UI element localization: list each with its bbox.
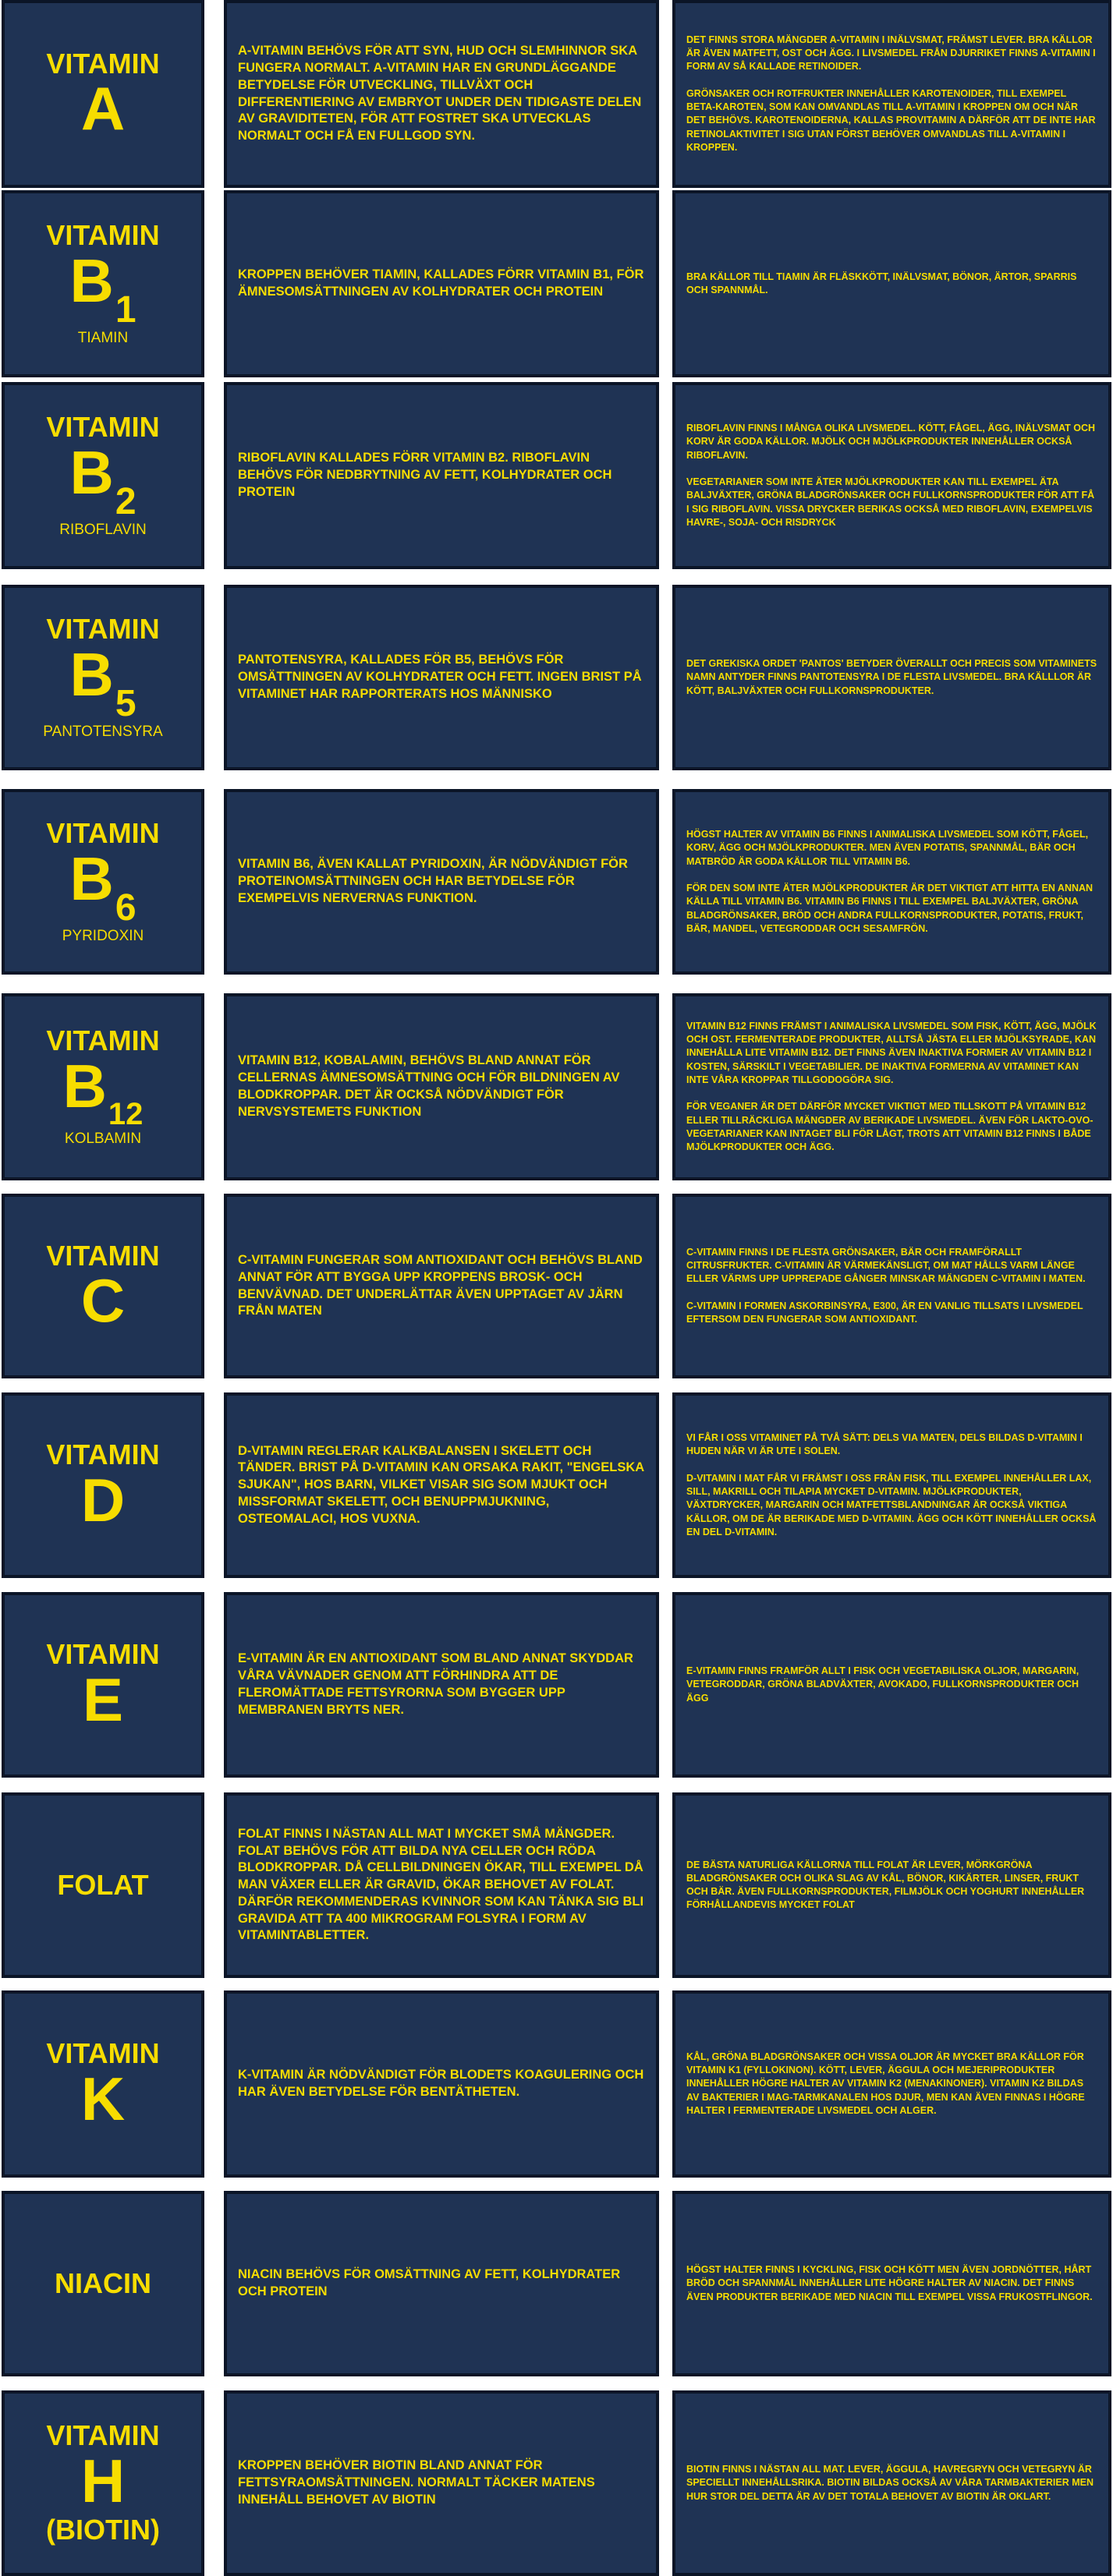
vitamin-letter-group [80, 1465, 126, 1534]
function-text: KROPPEN BEHÖVER BIOTIN BLAND ANNAT FÖR FETTSYRAOMSÄTTNINGEN. NORMALT TÄCKER MATENS INNEHÅLL BEHOVET AV BIOTIN [238, 2458, 595, 2507]
function-cell [224, 789, 659, 975]
vitamin-title-cell [2, 1990, 204, 2178]
sources-text: KÅL, GRÖNA BLADGRÖNSAKER OCH VISSA OLJOR ÄR MYCKET BRA KÄLLOR FÖR VITAMIN K1 (FYLLOKINON). KÖTT, LEVER, ÄGGULA OCH MEJERIPRODUKTER INNEHÅLLER HÖGRE HALTER AV VITAMIN K2 (MENAKINONER). VITAMIN K2 BILDAS AV BAKTERIER I MAG-TARMKANALEN HOS DJUR, MEN KAN ÄVEN FINNAS I HÖGRE HALTER I FERMENTERADE LIVSMEDEL OCH ALGER. [686, 2051, 1085, 2116]
function-cell [224, 585, 659, 770]
vitamin-row [0, 1990, 1113, 2178]
function-text: VITAMIN B12, KOBALAMIN, BEHÖVS BLAND ANNAT FÖR CELLERNAS ÄMNESOMSÄTTNING OCH FÖR BILDNINGEN AV BLODKROPPAR. DET ÄR OCKSÅ NÖDVÄNDIGT FÖR NERVSYSTEMETS FUNKTION [238, 1053, 620, 1119]
vitamin-label: VITAMIN [46, 1638, 160, 1671]
sources-text: DET FINNS STORA MÄNGDER A-VITAMIN I INÄLVSMAT, FRÄMST LEVER. BRA KÄLLOR ÄR ÄVEN MATFETT, OST OCH ÄGG. I LIVSMEDEL FRÅN DJURRIKET FINNS A-VITAMIN I FORM AV SÅ KALLADE RETINOIDER. GRÖNSAKER OCH ROTFRUKTER INNEHÅLLER KAROTENOIDER, TILL EXEMPEL BETA-KAROTEN, SOM KAN OMVANDLAS TILL A-VITAMIN I KROPPEN OM OCH NÄR DET BEHÖVS. KAROTENOIDERNA, KALLAS PROVITAMIN A DÄRFÖR ATT DE INTE HAR RETINOLAKTIVITET I SIG UTAN FÖRST BEHÖVER OMVANDLAS TILL A-VITAMIN I KROPPEN. [686, 34, 1096, 153]
function-cell [224, 993, 659, 1180]
vitamin-row [0, 1792, 1113, 1978]
vitamin-extra-name: (BIOTIN) [46, 2514, 160, 2546]
vitamin-title-cell [2, 1392, 204, 1578]
vitamin-caption: PYRIDOXIN [62, 928, 144, 945]
sources-cell [672, 789, 1111, 975]
sources-cell [672, 190, 1111, 377]
sources-cell [672, 1990, 1111, 2178]
function-text: A-VITAMIN BEHÖVS FÖR ATT SYN, HUD OCH SLEMHINNOR SKA FUNGERA NORMALT. A-VITAMIN HAR EN GRUNDLÄGGANDE BETYDELSE FÖR UTVECKLING, TILLVÄXT OCH DIFFERENTIERING AV EMBRYOT UNDER DEN TIDIGASTE DELEN AV GRAVIDITETEN, FÖR ATT FOSTRET SKA UTVECKLAS NORMALT OCH FÅ EN FULLGOD SYN. [238, 44, 642, 143]
vitamin-letter-group [69, 437, 136, 523]
vitamin-letter: B [69, 437, 114, 507]
vitamin-letter: B [69, 246, 114, 315]
vitamin-label: VITAMIN [46, 1239, 160, 1272]
vitamin-row [0, 993, 1113, 1180]
sources-text: HÖGST HALTER AV VITAMIN B6 FINNS I ANIMALISKA LIVSMEDEL SOM KÖTT, FÅGEL, KORV, ÄGG OCH MJÖLKPRODUKTER. MEN ÄVEN POTATIS, SPANNMÅL, BÄR OCH MATBRÖD ÄR GODA KÄLLOR TILL VITAMIN B6. FÖR DEN SOM INTE ÄTER MJÖLKPRODUKTER ÄR DET VIKTIGT ATT HITTA EN ANNAN KÄLLA TILL VITAMIN B6. VITAMIN B6 FINNS I TILL EXEMPEL BALJVÄXTER, GRÖNA BLADGRÖNSAKER, BRÖD OCH ANDRA FULLKORNSPRODUKTER, POTATIS, FRUKT, BÄR, MANDEL, VETEGRODDAR OCH SESAMFRÖN. [686, 829, 1094, 934]
sources-text: DE BÄSTA NATURLIGA KÄLLORNA TILL FOLAT ÄR LEVER, MÖRKGRÖNA BLADGRÖNSAKER OCH OLIKA SLAG AV KÅL, BÖNOR, KIKÄRTER, LINSER, FRUKT OCH BÄR. ÄVEN FULLKORNSPRODUKTER, FILMJÖLK OCH YOGHURT INNEHÅLLER FÖRHÅLLANDEVIS MYCKET FOLAT [686, 1859, 1085, 1911]
vitamin-name: NIACIN [55, 2267, 151, 2299]
vitamin-caption: PANTOTENSYRA [43, 724, 163, 741]
vitamin-label: VITAMIN [46, 47, 160, 80]
vitamin-row [0, 1194, 1113, 1378]
function-text: RIBOFLAVIN KALLADES FÖRR VITAMIN B2. RIBOFLAVIN BEHÖVS FÖR NEDBRYTNING AV FETT, KOLHYDRATER OCH PROTEIN [238, 451, 612, 499]
vitamin-letter: K [80, 2064, 126, 2133]
vitamin-row [0, 1392, 1113, 1578]
vitamin-letter: C [80, 1266, 126, 1336]
sources-cell [672, 1592, 1111, 1778]
function-text: PANTOTENSYRA, KALLADES FÖR B5, BEHÖVS FÖR OMSÄTTNINGEN AV KOLHYDRATER OCH FETT. INGEN BRIST PÅ VITAMINET HAR RAPPORTERATS HOS MÄNNISKO [238, 653, 642, 701]
vitamin-subscript: 12 [108, 1096, 144, 1131]
vitamin-row [0, 2390, 1113, 2576]
vitamin-label: VITAMIN [46, 2419, 160, 2452]
function-cell [224, 1592, 659, 1778]
vitamin-title-cell [2, 382, 204, 569]
sources-text: VITAMIN B12 FINNS FRÄMST I ANIMALISKA LIVSMEDEL SOM FISK, KÖTT, ÄGG, MJÖLK OCH OST. FERMENTERADE PRODUKTER, ALLTSÅ JÄSTA ELLER MJÖLKSYRADE, KAN INNEHÅLLA LITE VITAMIN B12. DET FINNS ÄVEN INAKTIVA FORMER AV VITAMIN B12 I KOSTEN, SÄRSKILT I VEGETABILIER. DE INAKTIVA FORMERNA AV VITAMINET KAN INTE VÅRA KROPPAR TILLGODOGÖRA SIG. FÖR VEGANER ÄR DET DÄRFÖR MYCKET VIKTIGT MED TILLSKOTT PÅ VITAMIN B12 ELLER TILLRÄCKLIGA MÄNGDER AV BERIKADE LIVSMEDEL. ÄVEN FÖR LAKTO-OVO-VEGETARIANER KAN INTAGET BLI FÖR LÅGT, TROTS ATT VITAMIN B12 FINNS I BÅDE MJÖLKPRODUKTER OCH ÄGG. [686, 1020, 1097, 1152]
vitamin-letter: B [69, 639, 114, 709]
sources-text: HÖGST HALTER FINNS I KYCKLING, FISK OCH KÖTT MEN ÄVEN JORDNÖTTER, HÅRT BRÖD OCH SPANNMÅL INNEHÅLLER LITE HÖGRE HALTER AV NIACIN. DET FINNS ÄVEN PRODUKTER BERIKADE MED NIACIN TILL EXEMPEL VISSA FRUKOSTFLINGOR. [686, 2264, 1093, 2302]
vitamin-letter-group [80, 2447, 126, 2516]
function-text: C-VITAMIN FUNGERAR SOM ANTIOXIDANT OCH BEHÖVS BLAND ANNAT FÖR ATT BYGGA UPP KROPPENS BROSK- OCH BENVÄVNAD. DET UNDERLÄTTAR ÄVEN UPPTAGET AV JÄRN FRÅN MATEN [238, 1252, 643, 1318]
vitamin-row [0, 1592, 1113, 1778]
function-cell [224, 2191, 659, 2376]
vitamin-label: VITAMIN [46, 816, 160, 849]
vitamin-letter-group [80, 1266, 126, 1336]
vitamin-row [0, 585, 1113, 770]
function-text: NIACIN BEHÖVS FÖR OMSÄTTNING AV FETT, KOLHYDRATER OCH PROTEIN [238, 2267, 621, 2298]
vitamin-row [0, 2191, 1113, 2376]
function-text: VITAMIN B6, ÄVEN KALLAT PYRIDOXIN, ÄR NÖDVÄNDIGT FÖR PROTEINOMSÄTTNINGEN OCH HAR BETYDELSE FÖR EXEMPELVIS NERVERNAS FUNKTION. [238, 857, 628, 905]
sources-cell [672, 585, 1111, 770]
sources-cell [672, 0, 1111, 188]
vitamin-title-cell [2, 585, 204, 770]
sources-text: BIOTIN FINNS I NÄSTAN ALL MAT. LEVER, ÄGGULA, HAVREGRYN OCH VETEGRYN ÄR SPECIELLT INNEHÅLLSRIKA. BIOTIN BILDAS OCKSÅ AV VÅRA TARMBAKTERIER MEN HUR STOR DEL DETTA ÄR AV DET TOTALA BEHOVET AV BIOTIN ÄR OKLART. [686, 2464, 1094, 2502]
vitamin-letter: E [82, 1665, 124, 1734]
vitamin-title-cell [2, 2191, 204, 2376]
function-text: E-VITAMIN ÄR EN ANTIOXIDANT SOM BLAND ANNAT SKYDDAR VÅRA VÄVNADER GENOM ATT FÖRHINDRA ATT DE FLEROMÄTTADE FETTSYRORNA SOM BYGGER UPP MEMBRANEN BRYTS NER. [238, 1651, 633, 1717]
vitamin-subscript: 5 [115, 683, 136, 725]
sources-cell [672, 1792, 1111, 1978]
vitamin-title-cell [2, 0, 204, 188]
sources-cell [672, 1194, 1111, 1378]
vitamin-title-cell [2, 1194, 204, 1378]
vitamin-letter-group [69, 844, 136, 929]
vitamin-label: VITAMIN [46, 218, 160, 251]
vitamin-title-cell [2, 1792, 204, 1978]
vitamin-title-cell [2, 789, 204, 975]
vitamin-label: VITAMIN [46, 1024, 160, 1057]
vitamin-title-cell [2, 2390, 204, 2576]
function-text: D-VITAMIN REGLERAR KALKBALANSEN I SKELETT OCH TÄNDER. BRIST PÅ D-VITAMIN KAN ORSAKA RAKIT, "ENGELSKA SJUKAN", HOS BARN, VILKET VISAR SIG SOM MJUKT OCH MISSFORMAT SKELETT, OCH BENUPPMJUKNING, OSTEOMALACI, HOS VUXNA. [238, 1443, 644, 1526]
vitamin-caption: RIBOFLAVIN [59, 522, 147, 539]
sources-cell [672, 1392, 1111, 1578]
vitamin-letter-group [80, 74, 126, 143]
function-cell [224, 1392, 659, 1578]
sources-cell [672, 2390, 1111, 2576]
vitamin-letter: H [80, 2447, 126, 2516]
vitamin-row [0, 190, 1113, 377]
vitamin-title-cell [2, 190, 204, 377]
vitamin-letter: B [62, 1051, 107, 1120]
vitamin-label: VITAMIN [46, 2037, 160, 2070]
sources-text: RIBOFLAVIN FINNS I MÅNGA OLIKA LIVSMEDEL. KÖTT, FÅGEL, ÄGG, INÄLVSMAT OCH KORV ÄR GODA KÄLLOR. MJÖLK OCH MJÖLKPRODUKTER INNEHÅLLER OCKSÅ RIBOFLAVIN. VEGETARIANER SOM INTE ÄTER MJÖLKPRODUKTER KAN TILL EXEMPEL ÄTA BALJVÄXTER, GRÖNA BLADGRÖNSAKER OCH FULLKORNSPRODUKTER FÖR ATT FÅ I SIG RIBOFLAVIN. VISSA DRYCKER BERIKAS OCKSÅ MED RIBOFLAVIN, EXEMPELVIS HAVRE-, SOJA- OCH RISDRYCK [686, 423, 1096, 528]
vitamin-subscript: 2 [115, 481, 136, 523]
vitamin-letter-group [62, 1051, 144, 1131]
vitamin-label: VITAMIN [46, 410, 160, 443]
vitamin-letter-group [82, 1665, 124, 1734]
function-cell [224, 1990, 659, 2178]
vitamin-caption: TIAMIN [77, 330, 129, 347]
vitamin-caption: KOLBAMIN [64, 1130, 142, 1147]
vitamin-label: VITAMIN [46, 1438, 160, 1471]
vitamin-name: FOLAT [57, 1869, 149, 1901]
sources-text: BRA KÄLLOR TILL TIAMIN ÄR FLÄSKKÖTT, INÄLVSMAT, BÖNOR, ÄRTOR, SPARRIS OCH SPANNMÅL. [686, 271, 1077, 295]
function-text: FOLAT FINNS I NÄSTAN ALL MAT I MYCKET SMÅ MÄNGDER. FOLAT BEHÖVS FÖR ATT BILDA NYA CELLER OCH RÖDA BLODKROPPAR. DÅ CELLBILDNINGEN ÖKAR, TILL EXEMPEL DÅ MAN VÄXER ELLER ÄR GRAVID, ÖKAR BEHOVET AV FOLAT. DÄRFÖR REKOMMENDERAS KVINNOR SOM KAN TÄNKA SIG BLI GRAVIDA ATT TA 400 MIKROGRAM FOLSYRA I FORM AV VITAMINTABLETTER. [238, 1826, 644, 1943]
sources-text: C-VITAMIN FINNS I DE FLESTA GRÖNSAKER, BÄR OCH FRAMFÖRALLT CITRUSFRUKTER. C-VITAMIN ÄR VÄRMEKÄNSLIGT, OM MAT HÅLLS VARM LÄNGE ELLER VÄRMS UPP UPPREPADE GÅNGER MINSKAR MÄNGDEN C-VITAMIN I MATEN. C-VITAMIN I FORMEN ASKORBINSYRA, E300, ÄR EN VANLIG TILLSATS I LIVSMEDEL EFTERSOM DEN FUNGERAR SOM ANTIOXIDANT. [686, 1246, 1086, 1325]
function-text: K-VITAMIN ÄR NÖDVÄNDIGT FÖR BLODETS KOAGULERING OCH HAR ÄVEN BETYDELSE FÖR BENTÄTHETEN. [238, 2068, 644, 2099]
sources-cell [672, 993, 1111, 1180]
function-cell [224, 0, 659, 188]
vitamin-letter: B [69, 844, 114, 913]
vitamin-subscript: 1 [115, 289, 136, 331]
vitamin-letter: D [80, 1465, 126, 1534]
vitamin-row [0, 789, 1113, 975]
sources-cell [672, 2191, 1111, 2376]
function-cell [224, 382, 659, 569]
sources-text: VI FÅR I OSS VITAMINET PÅ TVÅ SÄTT: DELS VIA MATEN, DELS BILDAS D-VITAMIN I HUDEN NÄR VI ÄR UTE I SOLEN. D-VITAMIN I MAT FÅR VI FRÄMST I OSS FRÅN FISK, TILL EXEMPEL INNEHÅLLER LAX, SILL, MAKRILL OCH TILAPIA MYCKET D-VITAMIN. MJÖLKPRODUKTER, VÄXTDRYCKER, MARGARIN OCH MATFETTSBLANDNINGAR ÄR OCKSÅ VIKTIGA KÄLLOR, OM DE ÄR BERIKADE MED D-VITAMIN. ÄGG OCH KÖTT INNEHÅLLER OCKSÅ EN DEL D-VITAMIN. [686, 1432, 1097, 1537]
function-cell [224, 1792, 659, 1978]
vitamin-row [0, 0, 1113, 188]
function-text: KROPPEN BEHÖVER TIAMIN, KALLADES FÖRR VITAMIN B1, FÖR ÄMNESOMSÄTTNINGEN AV KOLHYDRATER OCH PROTEIN [238, 267, 644, 299]
vitamin-row [0, 382, 1113, 569]
sources-cell [672, 382, 1111, 569]
function-cell [224, 1194, 659, 1378]
vitamin-title-cell [2, 993, 204, 1180]
vitamin-letter-group [69, 246, 136, 331]
function-cell [224, 190, 659, 377]
vitamin-letter: A [80, 74, 126, 143]
vitamin-subscript: 6 [115, 887, 136, 929]
sources-text: DET GREKISKA ORDET 'PANTOS' BETYDER ÖVERALLT OCH PRECIS SOM VITAMINETS NAMN ANTYDER FINNS PANTOTENSYRA I DE FLESTA LIVSMEDEL. BRA KÄLLLOR ÄR KÖTT, BALJVÄXTER OCH FULLKORNSPRODUKTER. [686, 658, 1097, 696]
vitamin-label: VITAMIN [46, 612, 160, 645]
function-cell [224, 2390, 659, 2576]
vitamin-letter-group [69, 639, 136, 725]
vitamin-letter-group [80, 2064, 126, 2133]
sources-text: E-VITAMIN FINNS FRAMFÖR ALLT I FISK OCH VEGETABILISKA OLJOR, MARGARIN, VETEGRODDAR, GRÖNA BLADVÄXTER, AVOKADO, FULLKORNSPRODUKTER OCH ÄGG [686, 1665, 1079, 1704]
vitamin-title-cell [2, 1592, 204, 1778]
